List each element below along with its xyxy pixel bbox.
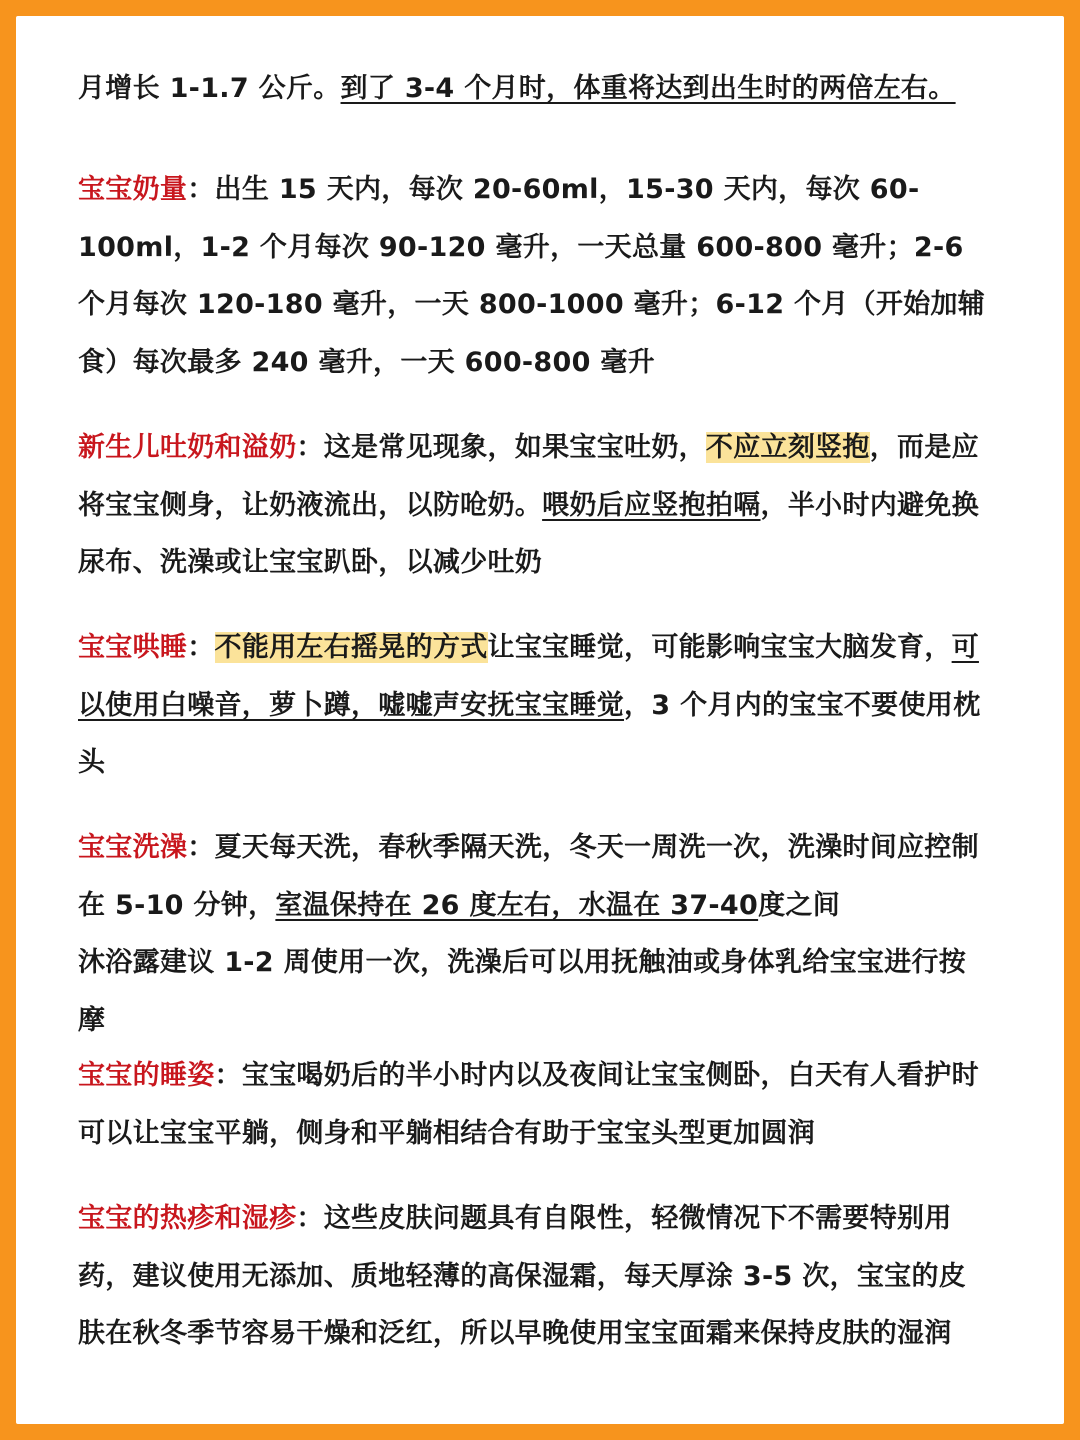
spitup-colon: ： <box>296 432 324 463</box>
rash-colon: ： <box>296 1203 324 1234</box>
spitup-highlight: 不应立刻竖抱 <box>705 432 870 463</box>
paragraph-spitup <box>78 419 990 592</box>
document-page <box>16 16 1064 1424</box>
milk-colon: ： <box>187 174 215 205</box>
milk-heading: 宝宝奶量 <box>78 174 188 205</box>
sleep-heading: 宝宝哄睡 <box>78 632 188 663</box>
bath-text-1: 夏天每天洗，春秋季隔天洗，冬天一周洗一次，洗澡时间应控制在 5-10 分钟， <box>78 832 979 921</box>
sleep-text-1: 让宝宝睡觉，可能影响宝宝大脑发育， <box>487 632 952 663</box>
growth-text: 月增长 1-1.7 公斤。 <box>78 73 341 104</box>
posture-heading: 宝宝的睡姿 <box>78 1060 215 1091</box>
bath-text-3: 沐浴露建议 1-2 周使用一次，洗澡后可以用抚触油或身体乳给宝宝进行按摩 <box>78 947 967 1036</box>
spitup-underline: 喂奶后应竖抱拍嗝 <box>542 489 761 521</box>
rash-body: 这些皮肤问题具有自限性，轻微情况下不需要特别用药，建议使用无添加、质地轻薄的高保湿霜，每天厚涂 3-5 次，宝宝的皮肤在秋冬季节容易干燥和泛红，所以早晚使用宝宝面霜来保持皮肤的湿润 <box>78 1203 967 1349</box>
sleep-text-2: ，3 个月内的宝宝不要使用枕头 <box>78 689 981 778</box>
spitup-text-1: 这是常见现象，如果宝宝吐奶， <box>323 432 706 463</box>
spitup-text-2: ，而是应将宝宝侧身，让奶液流出，以防呛奶。 <box>78 432 979 521</box>
paragraph-milk <box>78 161 990 391</box>
bath-colon: ： <box>187 832 215 863</box>
paragraph-bath <box>78 819 990 1049</box>
paragraph-rash <box>78 1190 990 1363</box>
posture-body: 宝宝喝奶后的半小时内以及夜间让宝宝侧卧，白天有人看护时可以让宝宝平躺，侧身和平躺相结合有助于宝宝头型更加圆润 <box>78 1060 979 1149</box>
spitup-heading: 新生儿吐奶和溢奶 <box>78 432 297 463</box>
posture-colon: ： <box>214 1060 242 1091</box>
rash-heading: 宝宝的热疹和湿疹 <box>78 1203 297 1234</box>
paragraph-growth <box>78 60 990 118</box>
sleep-colon: ： <box>187 632 215 663</box>
growth-underline: 到了 3-4 个月时，体重将达到出生时的两倍左右。 <box>340 73 956 104</box>
milk-body: 出生 15 天内，每次 20-60ml，15-30 天内，每次 60-100ml，1-2 个月每次 90-120 毫升，一天总量 600-800 毫升；2-6 个月每次 120-180 毫升，一天 800-1000 毫升；6-12 个月（开始加辅食）每次最多 240 毫升，一天 600-800 毫升 <box>78 174 986 378</box>
sleep-underline: 可以使用白噪音，萝卜蹲，嘘嘘声安抚宝宝睡觉 <box>78 632 979 721</box>
bath-text-2: 度之间 <box>758 889 841 921</box>
paragraph-sleep <box>78 619 990 792</box>
bath-heading: 宝宝洗澡 <box>78 832 188 863</box>
sleep-highlight: 不能用左右摇晃的方式 <box>214 632 488 663</box>
bath-underline: 室温保持在 26 度左右，水温在 37-40 <box>275 889 759 921</box>
paragraph-posture <box>78 1047 990 1162</box>
spitup-text-3: ，半小时内避免换尿布、洗澡或让宝宝趴卧，以减少吐奶 <box>78 489 979 578</box>
